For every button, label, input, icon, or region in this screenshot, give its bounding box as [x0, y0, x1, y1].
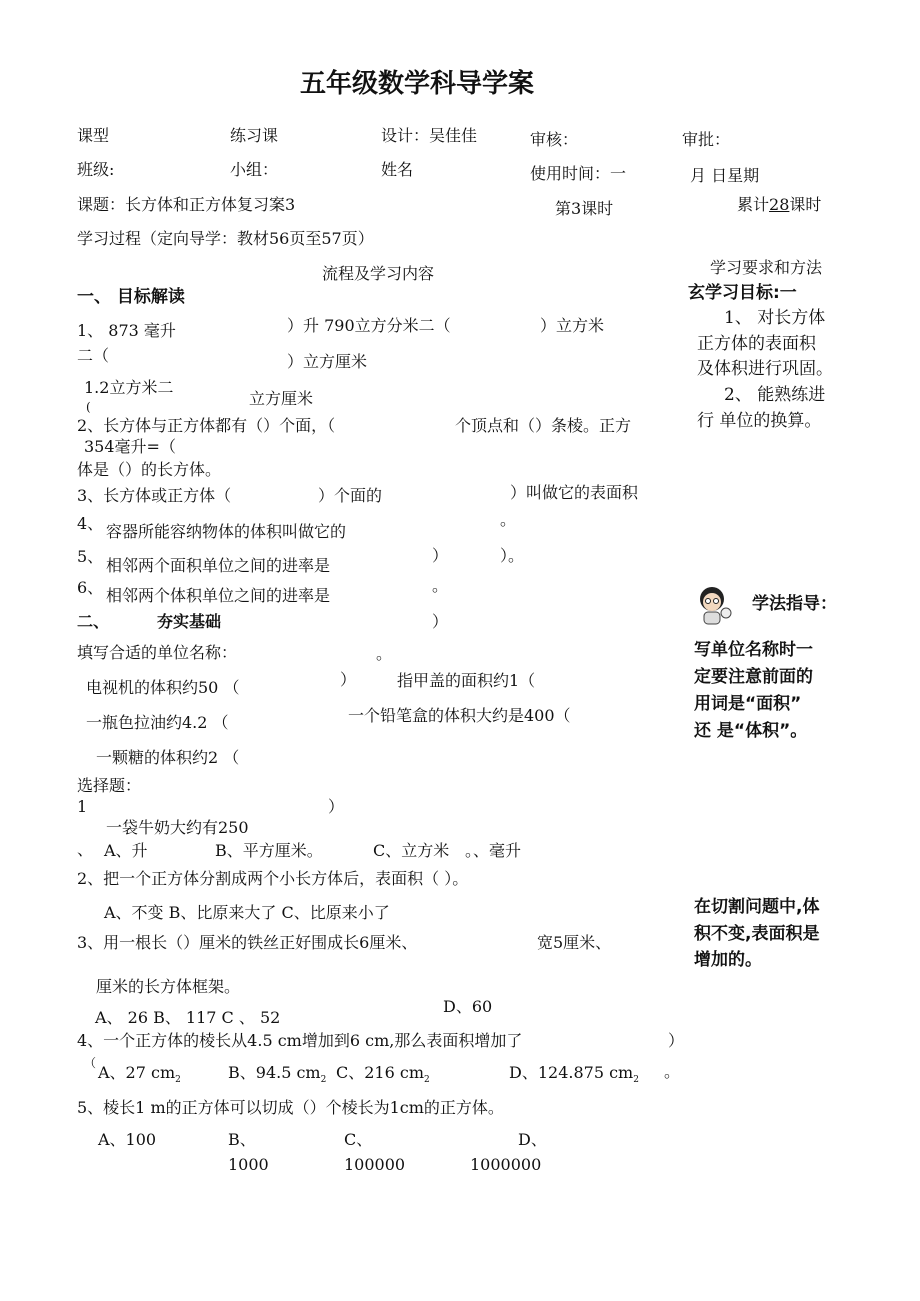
q-text: ） — [668, 1031, 685, 1050]
tip-line: 增加的。 — [694, 950, 762, 970]
option: D、 — [518, 1130, 547, 1149]
option-value: 100000 — [344, 1155, 406, 1174]
q-text: 6、 — [77, 578, 104, 597]
q-text: ）立方厘米 — [287, 352, 368, 371]
q-text: 354毫升=（ — [84, 437, 176, 456]
process: 学习过程（定向导学：教材56页至57页） — [77, 229, 374, 248]
q-text: 。 — [500, 510, 517, 529]
option: A、升 — [104, 841, 148, 860]
section-1-heading: 一、 目标解读 — [77, 287, 185, 307]
option-value: 1000000 — [470, 1155, 542, 1174]
unit-exp: 2 — [175, 1075, 181, 1086]
course-type: 练习课 — [230, 126, 279, 145]
goal-title: 玄学习目标:一 — [688, 283, 797, 303]
section-2-number: 二、 — [77, 612, 110, 631]
unit-exp: 2 — [424, 1075, 430, 1086]
q-text: 相邻两个体积单位之间的进率是 — [106, 586, 331, 605]
q-text: 。 — [376, 644, 393, 663]
choice-heading: 选择题： — [77, 776, 142, 795]
q-text: ） — [328, 797, 345, 816]
q-text: 体是（）的长方体。 — [77, 460, 222, 479]
guide-line: 用词是“面积” — [694, 694, 802, 714]
tip-line: 在切割问题中,体 — [694, 897, 820, 917]
guide-line: 还 是“体积”。 — [694, 721, 808, 741]
option-text: A、27 cm — [98, 1063, 176, 1082]
goal-line: 2、 能熟练进 — [724, 385, 826, 405]
approver: 审批： — [682, 130, 731, 149]
guide-title: 学法指导： — [752, 594, 837, 614]
option: C、 — [344, 1130, 373, 1149]
page-title: 五年级数学科导学案 — [300, 69, 535, 99]
topic: 课题：长方体和正方体复习案3 — [77, 195, 296, 214]
q-text: 5、 — [77, 547, 104, 566]
option: D、60 — [443, 997, 493, 1016]
options: A、不变 B、比原来大了 C、比原来小了 — [104, 903, 390, 922]
name-label: 姓名 — [381, 160, 414, 179]
q-text: 。 — [664, 1062, 681, 1081]
q-text: 一颗糖的体积约2 （ — [96, 748, 240, 767]
use-time: 使用时间：一 — [530, 164, 627, 183]
option: B、平方厘米。 — [215, 841, 323, 860]
q-text: 宽5厘米、 — [537, 933, 612, 952]
q-text: ） — [340, 670, 357, 689]
designer: 设计：吴佳佳 — [381, 126, 478, 145]
q-text: ） — [432, 546, 449, 565]
option — [336, 1063, 430, 1090]
options: A、 26 B、 117 C 、 52 — [95, 1008, 281, 1027]
col-method: 学习要求和方法 — [710, 258, 823, 277]
option-text: C、216 cm — [336, 1063, 425, 1082]
section-2-heading: 夯实基础 — [157, 612, 222, 631]
guide-line: 定要注意前面的 — [694, 667, 813, 687]
q-text: 二（ — [77, 346, 110, 365]
unit-exp: 2 — [633, 1075, 639, 1086]
q-text: 、 — [77, 840, 94, 859]
q-text: ）升 790立方分米二（ — [287, 316, 451, 335]
goal-line: 行 单位的换算。 — [697, 411, 822, 431]
q-text: 2、把一个正方体分割成两个小长方体后，表面积（ ）。 — [77, 869, 469, 888]
option: C、立方米 — [373, 841, 450, 860]
q-text: 1、 873 毫升 — [77, 321, 176, 340]
q-text: 3、用一根长（）厘米的铁丝正好围成长6厘米、 — [77, 933, 418, 952]
option — [98, 1063, 181, 1090]
q-text: 5、棱长1 m的正方体可以切成（）个棱长为1cm的正方体。 — [77, 1098, 504, 1117]
q-text: 个顶点和（）条棱。正方 — [455, 416, 632, 435]
q-text: 3、长方体或正方体（ — [77, 486, 232, 505]
q-text: 2、长方体与正方体都有（）个面，（ — [77, 416, 336, 435]
q-text: （ — [84, 1056, 97, 1070]
reviewer: 审核： — [530, 130, 579, 149]
option — [228, 1063, 326, 1090]
group-label: 小组： — [230, 160, 279, 179]
q-text: 立方厘米 — [249, 389, 314, 408]
q-text: ） — [432, 612, 449, 631]
q-text: 4、一个正方体的棱长从4.5 cm增加到6 cm,那么表面积增加了 — [77, 1031, 523, 1050]
robot-mascot-icon — [690, 583, 734, 627]
q-text: 指甲盖的面积约1（ — [397, 671, 536, 690]
option-value: 1000 — [228, 1155, 269, 1174]
goal-line: 及体积进行巩固。 — [697, 359, 833, 379]
q-text: 电视机的体积约50 （ — [86, 678, 240, 697]
tip-line: 积不变,表面积是 — [694, 924, 820, 944]
q-text: 一瓶色拉油约4.2 （ — [86, 713, 229, 732]
q-text: 容器所能容纳物体的体积叫做它的 — [106, 522, 347, 541]
q-text: ( — [86, 400, 91, 414]
q-text: 一个铅笔盒的体积大约是400（ — [348, 706, 571, 725]
date: 月 日星期 — [690, 166, 760, 185]
guide-line: 写单位名称时一 — [694, 640, 813, 660]
option — [509, 1063, 639, 1090]
q-text: ）叫做它的表面积 — [510, 483, 639, 502]
unit-exp: 2 — [320, 1075, 327, 1086]
goal-line: 1、 对长方体 — [724, 308, 826, 328]
fill-units-heading: 填写合适的单位名称： — [77, 643, 238, 662]
q-text: ）个面的 — [318, 486, 383, 505]
col-content: 流程及学习内容 — [322, 264, 435, 283]
total-num: 28 — [769, 195, 790, 214]
q-text: 厘米的长方体框架。 — [96, 977, 241, 996]
q-text: 1 — [77, 797, 88, 816]
q-text: 相邻两个面积单位之间的进率是 — [106, 556, 331, 575]
q-text: 1.2立方米二 — [84, 378, 174, 397]
class-label: 班级: — [77, 160, 115, 179]
lesson: 第3课时 — [555, 199, 614, 218]
option-text: B、94.5 cm — [228, 1063, 321, 1082]
goal-line: 正方体的表面积 — [697, 334, 816, 354]
q-text: 。 — [432, 576, 449, 595]
total-lessons — [737, 195, 821, 215]
option-text: D、124.875 cm — [509, 1063, 634, 1082]
q-text: ）。 — [500, 546, 525, 565]
total-suffix: 课时 — [789, 195, 822, 214]
q-text: 4、 — [77, 514, 104, 533]
option: B、 — [228, 1130, 256, 1149]
q-text: 一袋牛奶大约有250 — [106, 818, 249, 837]
q-text: ）立方米 — [540, 316, 605, 335]
total-prefix: 累计 — [737, 195, 770, 214]
course-type-label: 课型 — [77, 126, 110, 145]
option: 。、毫升 — [465, 841, 522, 860]
option: A、100 — [98, 1130, 157, 1149]
